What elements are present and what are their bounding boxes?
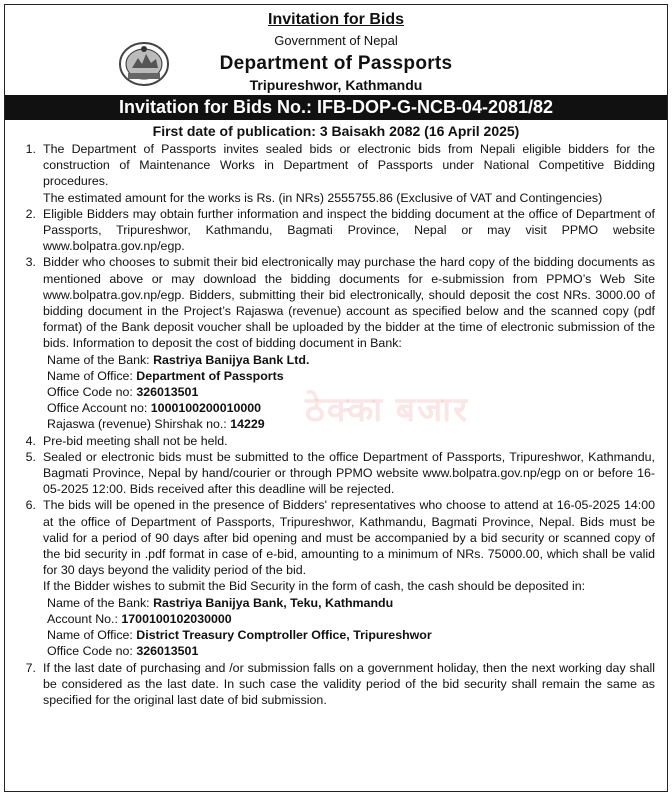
item-paragraph: The estimated amount for the works is Rs. (in NRs) 2555755.86 (Exclusive of VAT and Contingencies): [43, 190, 603, 205]
item-text: [43, 141, 655, 206]
item-number: 5.: [25, 449, 36, 464]
notice-body: [5, 141, 667, 708]
item-text: [43, 449, 655, 498]
publication-date: First date of publication: 3 Baisakh 2082 (16 April 2025): [152, 123, 520, 139]
bank-detail-line: [47, 643, 655, 659]
bank-detail-label: Account No.:: [47, 611, 122, 626]
bank-detail-value: 1000100200010000: [150, 401, 262, 416]
item-paragraph: Bidder who chooses to submit their bid electronically may purchase the hard copy of the bidding documents as mentioned above or may download the bidding documents for e-submission from PPMO’s Web Site www.bolpatra.gov.np/egp. Bidders, submitting their bid electronically, should deposit the cost NRs. 3000.00 of bidding document in the Project’s Rajaswa (revenue) account as specified below and the scanned copy (pdf format) of the Bank deposit voucher shall be uploaded by the bidder at the time of electronic submission of the bids. Information to deposit the cost of bidding document in Bank:: [43, 255, 655, 351]
notice-page: [4, 4, 668, 792]
invitation-title: Invitation for Bids: [268, 11, 404, 28]
item-paragraph: If the Bidder wishes to submit the Bid Security in the form of cash, the cash should be deposited in:: [43, 579, 586, 594]
item-text: [43, 660, 655, 709]
bank-detail-label: Name of the Bank:: [47, 595, 154, 610]
bank-detail-value: 326013501: [136, 385, 199, 400]
bank-detail-label: Name of the Bank:: [47, 352, 154, 367]
item-number: 6.: [25, 498, 36, 513]
bank-detail-line: [47, 400, 655, 416]
bank-detail-line: [47, 416, 655, 432]
bank-detail-line: [47, 595, 655, 611]
item-text: [43, 433, 655, 449]
item-number: 3.: [25, 255, 36, 270]
notice-item-5: [13, 449, 655, 498]
bank-detail-value: Rastriya Banijya Bank, Teku, Kathmandu: [153, 595, 394, 610]
notice-item-6: [13, 497, 655, 659]
bank-detail-label: Name of Office:: [47, 628, 137, 643]
department-location: Tripureshwor, Kathmandu: [249, 77, 423, 93]
notice-item-3: [13, 254, 655, 432]
item-paragraph: The bids will be opened in the presence of Bidders' representatives who choose to attend at 16-05-2025 14:00 at the office of Department of Passports, Tripureshwor, Kathmandu, Bagmati Province, Nepal. Bids must be valid for a period of 90 days after bid opening and must be accompanied by a bid security or scanned copy of the bid security in .pdf format in case of e-bid, amounting to a minimum of NRs. 75000.00, which shall be valid for 30 days beyond the validity period of the bid.: [43, 498, 655, 578]
item-text: [43, 497, 655, 659]
department-name: Department of Passports: [219, 53, 453, 74]
bank-detail-label: Name of Office:: [47, 368, 137, 383]
bank-detail-line: [47, 352, 655, 368]
bank-detail-label: Rajaswa (revenue) Shirshak no.:: [47, 417, 231, 432]
bank-detail-value: District Treasury Comptroller Office, Tripureshwor: [136, 628, 432, 643]
bank-detail-value: Rastriya Banijya Bank Ltd.: [153, 352, 310, 367]
item-text: [43, 254, 655, 432]
bank-detail-line: [47, 368, 655, 384]
item-text: [43, 206, 655, 255]
notice-header: [5, 5, 667, 95]
item-number: 1.: [25, 142, 36, 156]
item-number: 2.: [25, 206, 36, 221]
item-number: 4.: [25, 433, 36, 448]
bank-detail-line: [47, 627, 655, 643]
watermark: ठेक्का बजार: [305, 391, 470, 429]
bank-detail-label: Office Code no:: [47, 385, 137, 400]
bank-detail-label: Office Code no:: [47, 644, 137, 659]
item-paragraph: Eligible Bidders may obtain further information and inspect the bidding document at the office of Department of Passports, Tripureshwor, Kathmandu, Bagmati Province, Nepal or may visit PPMO website www.bolpatra.gov.np/egp.: [43, 206, 655, 254]
item-paragraph: The Department of Passports invites sealed bids or electronic bids from Nepali eligible bidders for the construction of Maintenance Works in Department of Passports under National Competitive Bidding procedures.: [43, 142, 655, 189]
bank-detail-label: Office Account no:: [47, 401, 151, 416]
bank-detail-value: Department of Passports: [136, 368, 284, 383]
bank-detail-line: [47, 384, 655, 400]
bid-number-banner: Invitation for Bids No.: IFB-DOP-G-NCB-04-2081/82: [5, 95, 667, 120]
bank-detail-line: [47, 611, 655, 627]
bank-detail-value: 1700100102030000: [121, 611, 232, 626]
bank-detail-value: 326013501: [136, 644, 199, 659]
item-paragraph: If the last date of purchasing and /or submission falls on a government holiday, then the next working day shall be considered as the last date. In such case the validity period of the bid security shall remain the same as specified for the original last date of bid submission.: [43, 660, 655, 707]
notice-item-2: [13, 206, 655, 255]
government-name: Government of Nepal: [274, 33, 398, 48]
bank-detail-value: 14229: [230, 417, 265, 432]
item-paragraph: Pre-bid meeting shall not be held.: [43, 433, 228, 448]
notice-item-4: [13, 433, 655, 449]
notice-item-7: [13, 660, 655, 709]
item-number: 7.: [25, 660, 36, 675]
item-paragraph: Sealed or electronic bids must be submitted to the office Department of Passports, Tripureshwor, Kathmandu, Bagmati Province, Nepal by hand/courier or through PPMO website www.bolpatra.gov.np/egp on or before 16-05-2025 12:00. Bids received after this deadline will be rejected.: [43, 449, 655, 497]
notice-item-1: [13, 141, 655, 206]
